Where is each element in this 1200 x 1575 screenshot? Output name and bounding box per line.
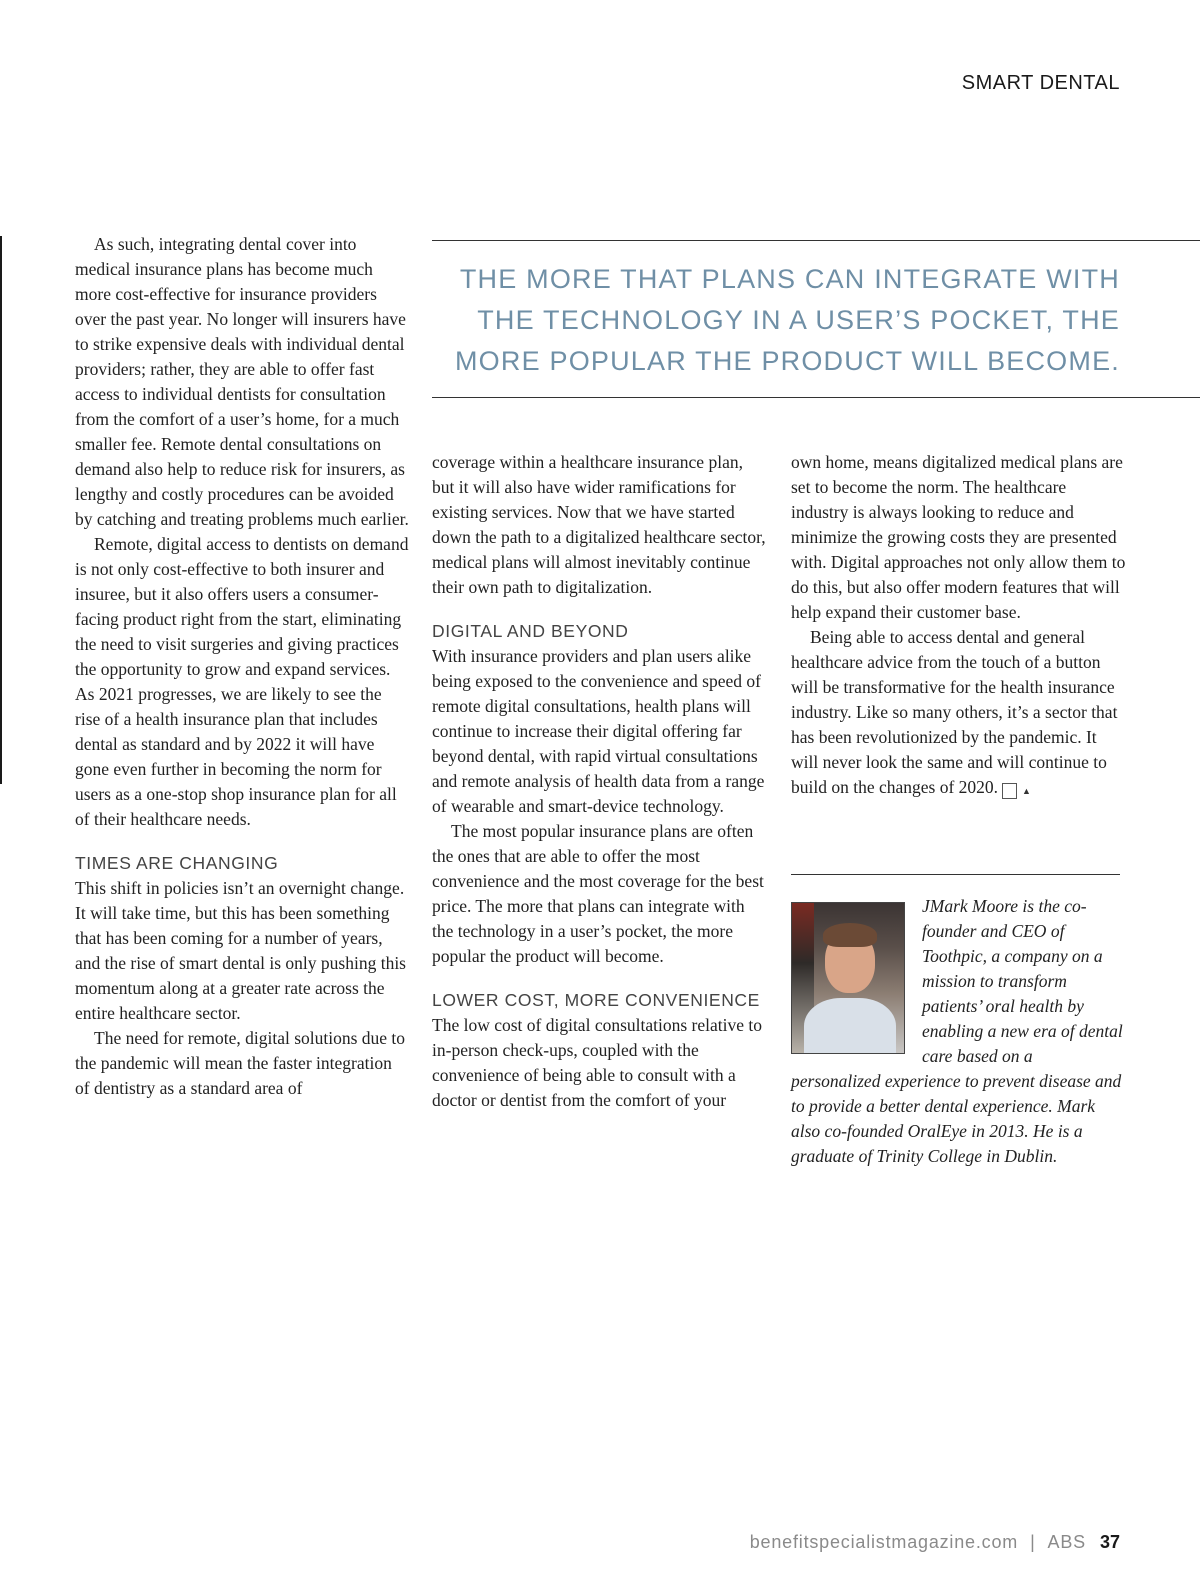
author-bio [791, 894, 1126, 1169]
article-column-3 [791, 450, 1126, 800]
final-paragraph [791, 625, 1126, 800]
footer-separator: | [1030, 1532, 1036, 1552]
end-of-article-icon: ▲ [1002, 783, 1017, 799]
left-margin-rule [0, 236, 2, 784]
paragraph: The most popular insurance plans are often the ones that are able to offer the most convenience and the most coverage for the best price. The more that plans can integrate with the technology in a user’s pocket, the more popular the product will become. [432, 821, 764, 966]
paragraph: coverage within a healthcare insurance plan, but it will also have wider ramifications for existing services. Now that we have started down the path to a digitalized healthcare sector, medical plans will almost inevitably continue their own path to digitalization. [432, 452, 766, 597]
article-column-2 [432, 450, 767, 1113]
paragraph: This shift in policies isn’t an overnight change. It will take time, but this has been something that has been coming for a number of years, and the rise of smart dental is only pushing this momentum along at a greater rate across the entire healthcare sector. [75, 878, 406, 1023]
paragraph: As such, integrating dental cover into medical insurance plans has become much more cost-effective for insurance providers over the past year. No longer will insurers have to strike expensive deals with individual dental providers; rather, they are able to offer fast access to individual dentists for consultation from the comfort of a user’s home, for a much smaller fee. Remote dental consultations on demand also help to reduce risk for insurers, as lengthy and costly procedures can be avoided by catching and treating problems much earlier. [75, 234, 409, 529]
footer-publication: ABS [1047, 1532, 1086, 1552]
pull-quote-text: THE MORE THAT PLANS CAN INTEGRATE WITH THE TECHNOLOGY IN A USER’S POCKET, THE MORE POPULAR THE PRODUCT WILL BECOME. [454, 264, 1120, 376]
author-photo [791, 902, 905, 1054]
author-bio-text: JMark Moore is the co-founder and CEO of Toothpic, a company on a mission to transform patients’ oral health by enabling a new era of dental care based on a personalized experience to prevent disease and to provide a better dental experience. Mark also co-founded OralEye in 2013. He is a graduate of Trinity College in Dublin. [791, 896, 1123, 1166]
bio-divider [791, 874, 1120, 875]
footer-site: benefitspecialistmagazine.com [749, 1532, 1019, 1552]
paragraph: The low cost of digital consultations relative to in-person check-ups, coupled with the convenience of being able to consult with a doctor or dentist from the comfort of your [432, 1015, 762, 1110]
page-number: 37 [1099, 1532, 1120, 1552]
section-title: SMART DENTAL [961, 72, 1120, 94]
paragraph: Remote, digital access to dentists on demand is not only cost-effective to both insurer and insuree, but it also offers users a consumer-facing product right from the start, eliminating the need to visit surgeries and giving practices the opportunity to grow and expand services. As 2021 progresses, we are likely to see the rise of a health insurance plan that includes dental as standard and by 2022 it will have gone even further in becoming the norm for users as a one-stop shop insurance plan for all of their healthcare needs. [75, 534, 409, 829]
pull-quote [432, 240, 1200, 398]
page-footer [750, 1532, 1120, 1553]
paragraph: With insurance providers and plan users alike being exposed to the convenience and speed of remote digital consultations, health plans will continue to increase their digital offering far beyond dental, with rapid virtual consultations and remote analysis of health data from a range of wearable and smart-device technology. [432, 646, 765, 816]
paragraph: own home, means digitalized medical plans are set to become the norm. The healthcare industry is always looking to reduce and minimize the growing costs they are presented with. Digital approaches not only allow them to do this, but also offer modern features that will help expand their customer base. [791, 452, 1126, 622]
paragraph-text: Being able to access dental and general healthcare advice from the touch of a button will be transformative for the health insurance industry. Like so many others, it’s a sector that has been revolutionized by the pandemic. It will never look the same and will continue to build on the changes of 2020. [791, 627, 1118, 797]
subheading-times-are-changing: TIMES ARE CHANGING [75, 853, 279, 873]
article-column-1 [75, 232, 410, 1101]
paragraph: The need for remote, digital solutions due to the pandemic will mean the faster integration of dentistry as a standard area of [75, 1028, 406, 1098]
subheading-digital-and-beyond: DIGITAL AND BEYOND [432, 621, 629, 641]
subheading-lower-cost: LOWER COST, MORE CONVENIENCE [432, 990, 760, 1010]
